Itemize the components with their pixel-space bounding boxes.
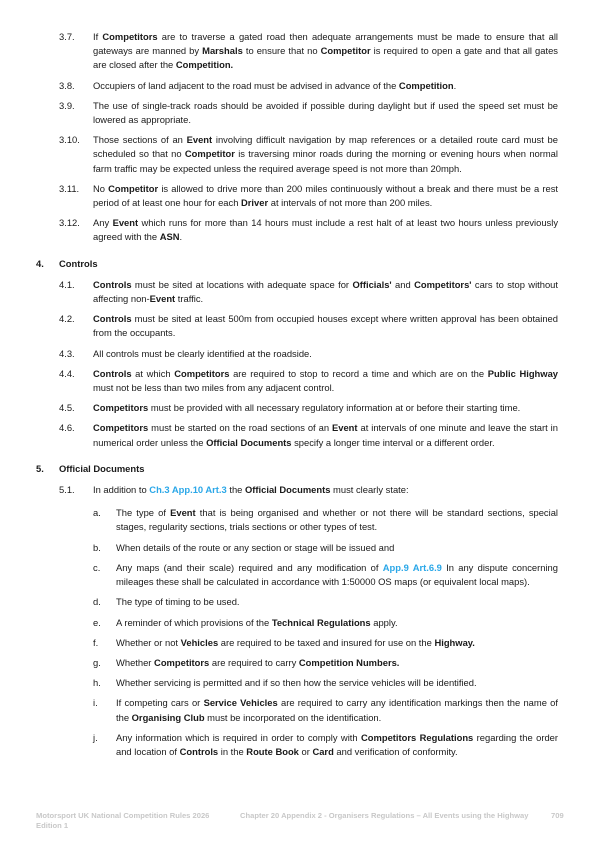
sub-clause-letter: d. — [93, 596, 101, 608]
clause-text — [93, 421, 558, 449]
clause-text — [93, 367, 558, 395]
text-run: must be sited at least 500m from occupied houses except where written approval has been obtained from the occupants. — [93, 313, 558, 339]
text-run: . — [179, 231, 183, 243]
sub-clause-text — [116, 696, 558, 724]
sub-clause — [93, 506, 558, 534]
clause-number: 4.5. — [59, 402, 75, 414]
clause-paragraph — [93, 216, 558, 244]
defined-term: Organising Club — [131, 711, 205, 723]
text-run: must be sited at locations with adequate space for — [131, 278, 353, 290]
text-run: Any maps (and their scale) required and any modification of — [116, 561, 383, 573]
defined-term: ASN — [159, 231, 180, 243]
clause-paragraph — [93, 278, 558, 306]
defined-term: Public Highway — [487, 367, 558, 379]
defined-term: Competitors — [93, 402, 149, 414]
sub-clause — [93, 616, 558, 630]
text-run: in the — [218, 745, 247, 757]
clause-number: 3.9. — [59, 99, 75, 111]
text-run: is traversing minor roads during the morning or evening hours when normal farm traffic may be expected unless the required average speed is not more than 20mph. — [93, 148, 558, 174]
clause-paragraph — [93, 421, 558, 449]
defined-term: Competitor — [108, 182, 159, 194]
sub-clause-letter: g. — [93, 656, 101, 668]
clause — [36, 133, 558, 176]
sub-clause-text — [116, 506, 558, 534]
sub-clause — [93, 656, 558, 670]
defined-term: Event — [170, 507, 196, 519]
text-run: A reminder of which provisions of the — [116, 616, 272, 628]
clause-number: 3.7. — [59, 31, 75, 42]
clause-text — [93, 182, 558, 210]
sub-clause-list — [93, 506, 558, 759]
clause — [36, 30, 558, 73]
clause-number: 3.11. — [59, 182, 80, 194]
text-run: must be started on the road sections of an — [148, 422, 332, 434]
clause-text — [93, 79, 558, 93]
text-run: cars to stop without affecting non- — [93, 278, 558, 305]
clause — [36, 347, 558, 361]
clause-paragraph — [93, 182, 558, 210]
text-run: or — [298, 745, 313, 757]
text-run: When details of the route or any section or stage will be issued and — [116, 541, 395, 553]
sub-clause-text — [116, 595, 558, 609]
text-run: are required to be taxed and insured for use on the — [218, 636, 435, 648]
clause-paragraph — [93, 133, 558, 176]
sub-clause-text — [116, 636, 558, 650]
clause-number: 4.3. — [59, 347, 75, 359]
text-run: If competing cars or — [116, 697, 204, 709]
text-run: that is being organised and whether or not there will be standard sections, special stages, regularity sections, trials sections or other types of test. — [116, 507, 558, 533]
sub-clause — [93, 561, 558, 589]
defined-term: Competitor — [184, 148, 235, 160]
text-run: Whether servicing is permitted and if so then how the service vehicles will be identified. — [116, 677, 477, 689]
text-run: the — [226, 484, 245, 496]
defined-term: Competitor — [320, 45, 371, 57]
clause-number: 3.12. — [59, 217, 80, 229]
defined-term: Marshals — [202, 45, 243, 57]
clause — [36, 79, 558, 93]
text-run: All controls must be clearly identified at the roadside. — [93, 347, 312, 359]
text-run: is allowed to drive more than 200 miles continuously without a break and there must be a rest period of at least one hour for each — [93, 182, 558, 209]
text-run: specify a longer time interval or a different order. — [291, 436, 495, 448]
cross-reference-link[interactable]: App.9 Art.6.9 — [382, 561, 442, 573]
defined-term: Officials' — [352, 278, 392, 290]
clause — [36, 278, 558, 306]
text-run: Whether — [116, 656, 155, 668]
clause-text — [93, 30, 558, 73]
defined-term: Driver — [241, 197, 269, 209]
text-run: at intervals of not more than 200 miles. — [268, 197, 433, 209]
section-title: Controls — [59, 257, 98, 269]
sub-clause-letter: h. — [93, 677, 101, 689]
text-run: must be provided with all necessary regulatory information at or before their starting time. — [148, 402, 521, 414]
clause-number: 3.8. — [59, 79, 75, 91]
defined-term: Card — [312, 745, 334, 757]
footer-publication: Motorsport UK National Competition Rules 2026 Edition 1 — [36, 811, 210, 830]
defined-term: Competition — [398, 79, 454, 91]
clause-number: 4.4. — [59, 367, 75, 379]
defined-term: Event — [149, 293, 176, 305]
sub-clause-letter: c. — [93, 561, 101, 573]
clause-paragraph — [93, 367, 558, 395]
section-number: 5. — [36, 462, 44, 474]
defined-term: Controls — [179, 745, 219, 757]
defined-term: Service Vehicles — [203, 697, 278, 709]
defined-term: Highway. — [434, 636, 475, 648]
sub-clause — [93, 676, 558, 690]
text-run: are to traverse a gated road then adequate arrangements must be made to ensure that all gateways are manned by — [93, 31, 558, 57]
text-run: to ensure that no — [242, 45, 321, 57]
defined-term: Route Book — [246, 745, 299, 757]
clause — [36, 401, 558, 415]
sub-clause-letter: e. — [93, 616, 101, 628]
clause — [36, 216, 558, 244]
clause-paragraph — [93, 30, 558, 73]
text-run: must be incorporated on the identification. — [204, 711, 382, 723]
text-run: In any dispute concerning mileages these shall be calculated in accordance with 1:50000 OS maps (or equivalent local maps). — [116, 561, 558, 588]
text-run: The type of timing to be used. — [116, 596, 240, 608]
section-heading — [36, 462, 558, 476]
clause — [36, 99, 558, 127]
document-body — [36, 30, 558, 765]
defined-term: Competition. — [175, 59, 234, 71]
sub-clause-text — [116, 731, 558, 759]
clause-text — [93, 347, 558, 361]
defined-term: Controls — [93, 367, 132, 379]
text-run: Any information which is required in order to comply with — [116, 731, 362, 743]
defined-term: Event — [112, 217, 139, 229]
defined-term: Competitors — [102, 31, 158, 42]
text-run: Whether or not — [116, 636, 181, 648]
sub-clause-text — [116, 541, 558, 555]
clause-text — [93, 401, 558, 415]
sub-clause-text — [116, 561, 558, 589]
text-run: are required to carry — [209, 656, 299, 668]
defined-term: Controls — [93, 278, 132, 290]
clause-text — [93, 278, 558, 306]
text-run: which runs for more than 14 hours must include a rest halt of at least two hours unless previously agreed with the — [93, 217, 559, 243]
sub-clause — [93, 731, 558, 759]
defined-term: Event — [332, 422, 358, 434]
clause-paragraph — [93, 99, 558, 127]
clause — [36, 367, 558, 395]
clause-number: 4.2. — [59, 313, 75, 325]
sub-clause-letter: j. — [93, 731, 98, 743]
text-run: regarding the order and location of — [116, 731, 559, 757]
defined-term: Event — [186, 134, 213, 146]
clause — [36, 421, 558, 449]
text-run: are required to stop to record a time and which are on the — [229, 367, 488, 379]
clause-paragraph — [93, 312, 558, 340]
text-run: involving difficult navigation by map references or a detailed route card must be scheduled so that no — [93, 134, 558, 160]
clause-paragraph — [93, 79, 558, 93]
defined-term: Official Documents — [245, 484, 331, 496]
section-heading — [36, 257, 558, 271]
sub-clause — [93, 636, 558, 650]
text-run: are required to carry any identification markings then the name of the — [116, 697, 558, 723]
clause-paragraph — [93, 401, 558, 415]
text-run: The type of — [116, 507, 171, 519]
text-run: at which — [131, 367, 175, 379]
text-run: If — [93, 31, 103, 42]
footer-chapter: Chapter 20 Appendix 2 - Organisers Regulations – All Events using the Highway — [240, 811, 529, 820]
text-run: must not be less than two miles from any adjacent control. — [93, 382, 335, 394]
sub-clause-letter: i. — [93, 697, 98, 709]
clause — [36, 182, 558, 210]
clause-text — [93, 133, 558, 176]
defined-term: Official Documents — [206, 436, 292, 448]
text-run: and verification of conformity. — [333, 745, 458, 757]
defined-term: Competition Numbers. — [298, 656, 400, 668]
clause-text — [93, 312, 558, 340]
text-run: apply. — [370, 616, 398, 628]
text-run: . — [453, 79, 457, 91]
text-run: must clearly state: — [330, 484, 409, 496]
section-number: 4. — [36, 257, 44, 269]
sub-clause-letter: f. — [93, 636, 99, 648]
cross-reference-link[interactable]: Ch.3 App.10 Art.3 — [149, 484, 227, 496]
sub-clause — [93, 595, 558, 609]
sub-clause-text — [116, 616, 558, 630]
page-number: 709 — [551, 811, 564, 820]
sub-clause — [93, 541, 558, 555]
clause-text — [93, 483, 558, 759]
defined-term: Controls — [93, 313, 132, 325]
text-run: In addition to — [93, 484, 150, 496]
text-run: Any — [93, 217, 113, 229]
text-run: Occupiers of land adjacent to the road must be advised in advance of the — [93, 79, 399, 91]
sub-clause-text — [116, 676, 558, 690]
sub-clause-letter: a. — [93, 507, 101, 519]
clause-number: 4.6. — [59, 422, 75, 434]
clause-number: 5.1. — [59, 484, 75, 496]
defined-term: Competitors Regulations — [361, 731, 474, 743]
defined-term: Vehicles — [180, 636, 219, 648]
clause — [36, 312, 558, 340]
text-run: at intervals of one minute and leave the start in numerical order unless the — [93, 422, 558, 448]
text-run: and — [391, 278, 415, 290]
defined-term: Competitors' — [414, 278, 472, 290]
text-run: Those sections of an — [93, 134, 187, 146]
defined-term: Competitors — [174, 367, 230, 379]
clause-paragraph — [93, 483, 558, 497]
clause — [36, 483, 558, 759]
text-run: is required to open a gate and that all gates are closed after the — [93, 45, 558, 71]
clause-number: 3.10. — [59, 134, 80, 146]
defined-term: Technical Regulations — [271, 616, 371, 628]
text-run: No — [93, 182, 109, 194]
defined-term: Competitors — [154, 656, 210, 668]
sub-clause — [93, 696, 558, 724]
sub-clause-text — [116, 656, 558, 670]
defined-term: Competitors — [93, 422, 149, 434]
sub-clause-letter: b. — [93, 541, 101, 553]
text-run: traffic. — [175, 293, 204, 305]
clause-text — [93, 216, 558, 244]
section-title: Official Documents — [59, 462, 145, 474]
clause-number: 4.1. — [59, 278, 75, 290]
text-run: The use of single-track roads should be avoided if possible during daylight but if used the speed set must be lowered as appropriate. — [93, 99, 558, 126]
clause-text — [93, 99, 558, 127]
clause-paragraph — [93, 347, 558, 361]
